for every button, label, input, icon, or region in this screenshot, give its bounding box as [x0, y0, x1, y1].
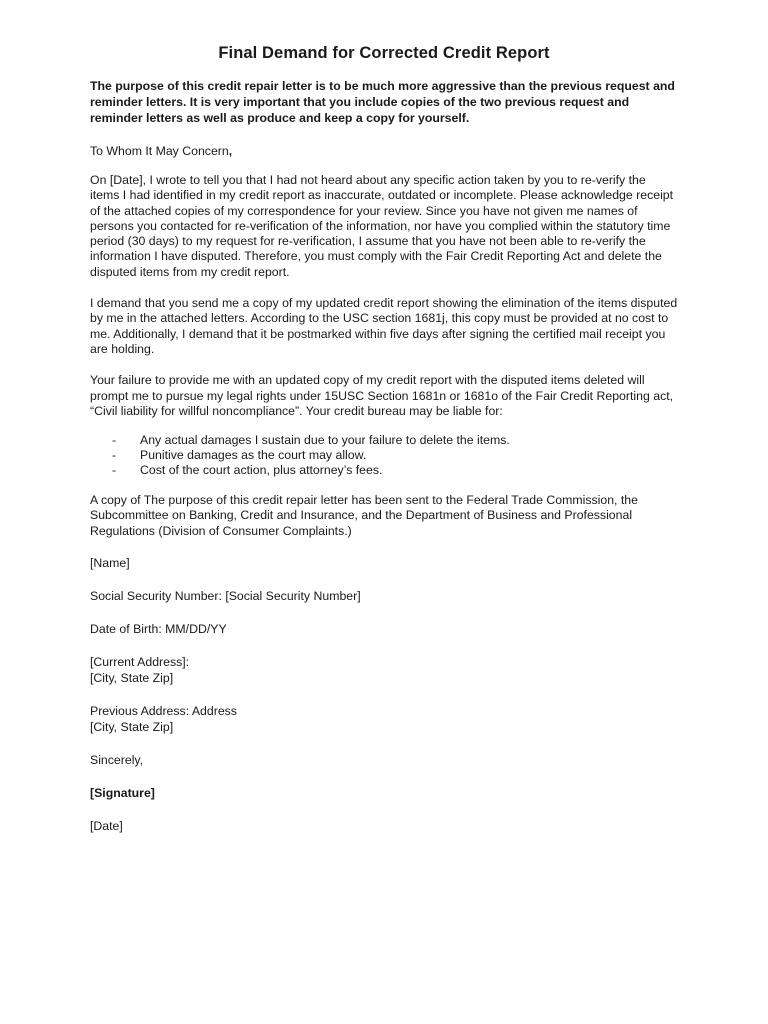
social-security-number: Social Security Number: [Social Security Number]	[90, 589, 361, 604]
paragraph-liability: Your failure to provide me with an updated copy of my credit report with the disputed items deleted will prompt me to pursue my legal rights under 15USC Section 1681n or 1681o of the Fair Credit Reporting act, “Civil liability for willful noncompliance”. Your credit bureau may be liable for:	[90, 373, 674, 418]
list-item-text: Any actual damages I sustain due to your failure to delete the items.	[140, 433, 510, 448]
signature: [Signature]	[90, 786, 155, 801]
previous-address-line: Previous Address: Address	[90, 704, 237, 719]
current-city-state-zip: [City, State Zip]	[90, 671, 174, 686]
paragraph-demand: I demand that you send me a copy of my updated credit report showing the elimination of the items disputed by me in the attached letters. According to the USC section 1681j, this copy must be provided at no cost to me. Additionally, I demand that it be postmarked within five days after signing the certified mail receipt you are holding.	[90, 296, 678, 356]
list-bullet: -	[112, 433, 117, 448]
previous-address	[90, 703, 678, 735]
list-item	[90, 433, 678, 448]
document-title: Final Demand for Corrected Credit Report	[218, 44, 550, 62]
letter-date: [Date]	[90, 819, 123, 834]
list-item	[90, 463, 678, 478]
paragraph-prior-request: On [Date], I wrote to tell you that I had not heard about any specific action taken by you to re-verify the items I had identified in my credit report as inaccurate, outdated or incomplete. Please acknowledge receipt of the attached copies of my correspondence for your review. Since you have not given me names of persons you contacted for re-verification of the information, nor have you complied within the statutory time period (30 days) to my request for re-verification, I assume that you have not been able to re-verify the information I have disputed. Therefore, you must comply with the Fair Credit Reporting Act and delete the disputed items from my credit report.	[90, 173, 674, 279]
list-bullet: -	[112, 448, 117, 463]
sender-name: [Name]	[90, 556, 130, 571]
current-address-line: [Current Address]:	[90, 655, 190, 670]
list-bullet: -	[112, 463, 117, 478]
date-of-birth: Date of Birth: MM/DD/YY	[90, 622, 227, 637]
list-item	[90, 448, 678, 463]
list-item-text: Punitive damages as the court may allow.	[140, 448, 367, 463]
intro-paragraph: The purpose of this credit repair letter is to be much more aggressive than the previous request and reminder letters. It is very important that you include copies of the two previous request and reminder letters as well as produce and keep a copy for yourself.	[90, 79, 675, 125]
salutation	[90, 144, 678, 159]
salutation-comma: ,	[228, 144, 233, 158]
liability-list	[90, 433, 678, 478]
list-item-text: Cost of the court action, plus attorney’s fees.	[140, 463, 383, 478]
previous-city-state-zip: [City, State Zip]	[90, 720, 174, 735]
current-address	[90, 654, 678, 686]
salutation-text: To Whom It May Concern	[90, 144, 229, 158]
closing: Sincerely,	[90, 753, 144, 768]
copy-note-paragraph: A copy of The purpose of this credit repair letter has been sent to the Federal Trade Commission, the Subcommittee on Banking, Credit and Insurance, and the Department of Business and Professional Regulations (Division of Consumer Complaints.)	[90, 493, 638, 538]
